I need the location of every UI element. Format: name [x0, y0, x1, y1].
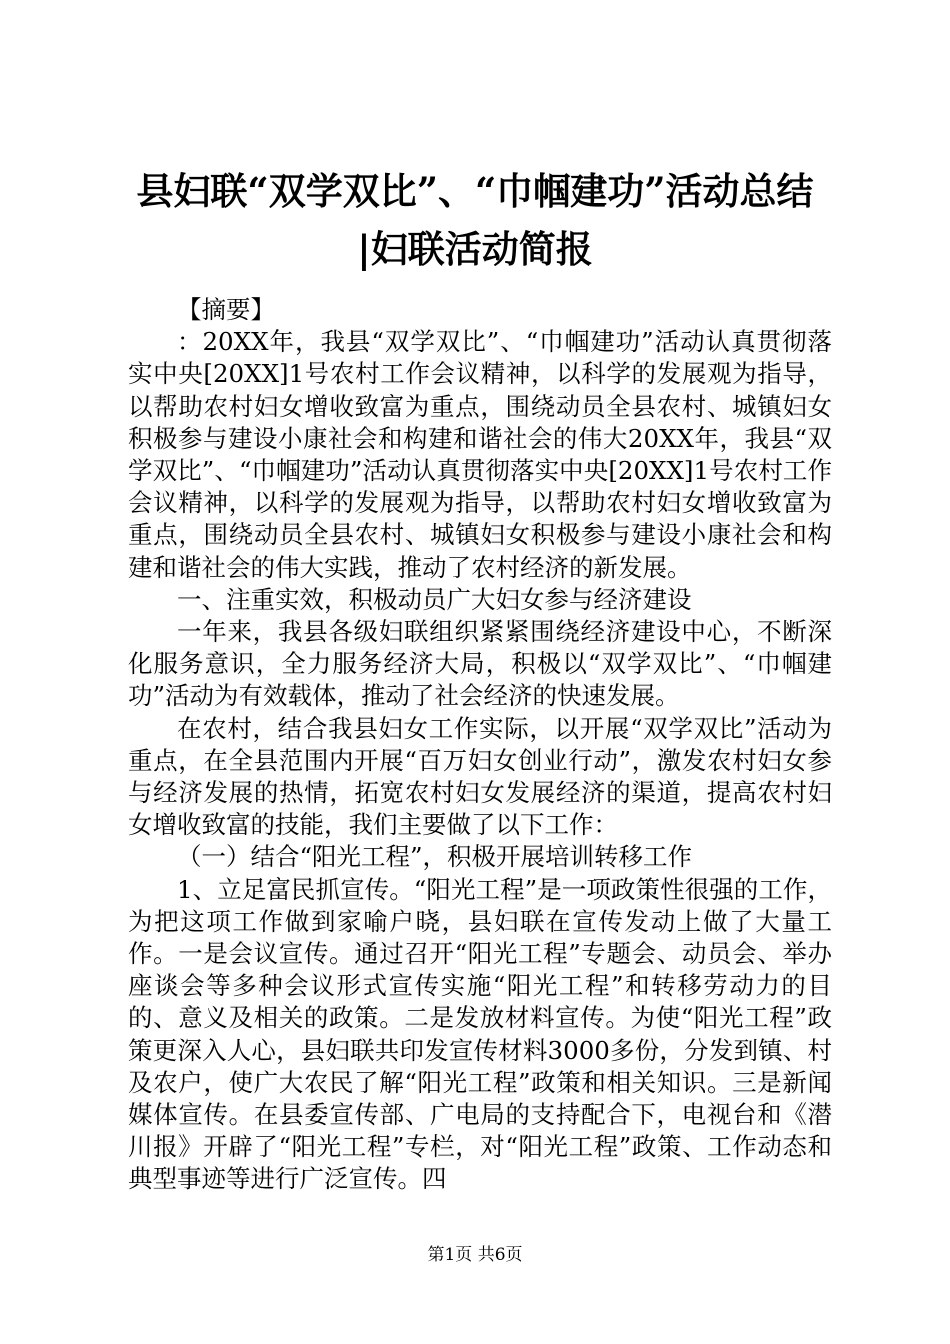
document-title — [100, 162, 850, 278]
body-paragraph: 一年来，我县各级妇联组织紧紧围绕经济建设中心，不断深化服务意识，全力服务经济大局，积极以“双学双比”、“巾帼建功”活动为有效载体，推动了社会经济的快速发展。 — [128, 617, 832, 711]
abstract-paragraph: ：20XX年，我县“双学双比”、“巾帼建功”活动认真贯彻落实中央[20XX]1号农村工作会议精神，以科学的发展观为指导，以帮助农村妇女增收致富为重点，围绕动员全县农村、城镇妇女积极参与建设小康社会和构建和谐社会的伟大20XX年，我县“双学双比”、“巾帼建功”活动认真贯彻落实中央[20XX]1号农村工作会议精神，以科学的发展观为指导，以帮助农村妇女增收致富为重点，围绕动员全县农村、城镇妇女积极参与建设小康社会和构建和谐社会的伟大实践，推动了农村经济的新发展。 — [128, 327, 832, 582]
abstract-label: 【摘要】 — [177, 295, 275, 324]
title-line-2: |妇联活动简报 — [357, 227, 593, 271]
body-paragraph: 在农村，结合我县妇女工作实际，以开展“双学双比”活动为重点，在全县范围内开展“百万妇女创业行动”，激发农村妇女参与经济发展的热情，拓宽农村妇女发展经济的渠道，提高农村妇女增收致富的技能，我们主要做了以下工作： — [128, 713, 832, 840]
title-line-1: 县妇联“双学双比”、“巾帼建功”活动总结 — [136, 169, 814, 213]
document-body — [128, 294, 832, 1196]
subsection-heading-1: （一）结合“阳光工程”，积极开展培训转移工作 — [177, 842, 693, 872]
page-footer: 第1页 共6页 — [427, 1245, 523, 1265]
section-heading-1: 一、注重实效，积极动员广大妇女参与经济建设 — [177, 584, 692, 614]
body-paragraph: 1、立足富民抓宣传。“阳光工程”是一项政策性很强的工作，为把这项工作做到家喻户晓，县妇联在宣传发动上做了大量工作。一是会议宣传。通过召开“阳光工程”专题会、动员会、举办座谈会等多种会议形式宣传实施“阳光工程”和转移劳动力的目的、意义及相关的政策。二是发放材料宣传。为使“阳光工程”政策更深入人心，县妇联共印发宣传材料3000多份，分发到镇、村及农户，使广大农民了解“阳光工程”政策和相关知识。三是新闻媒体宣传。在县委宣传部、广电局的支持配合下，电视台和《潜川报》开辟了“阳光工程”专栏，对“阳光工程”政策、工作动态和典型事迹等进行广泛宣传。四 — [128, 874, 832, 1194]
